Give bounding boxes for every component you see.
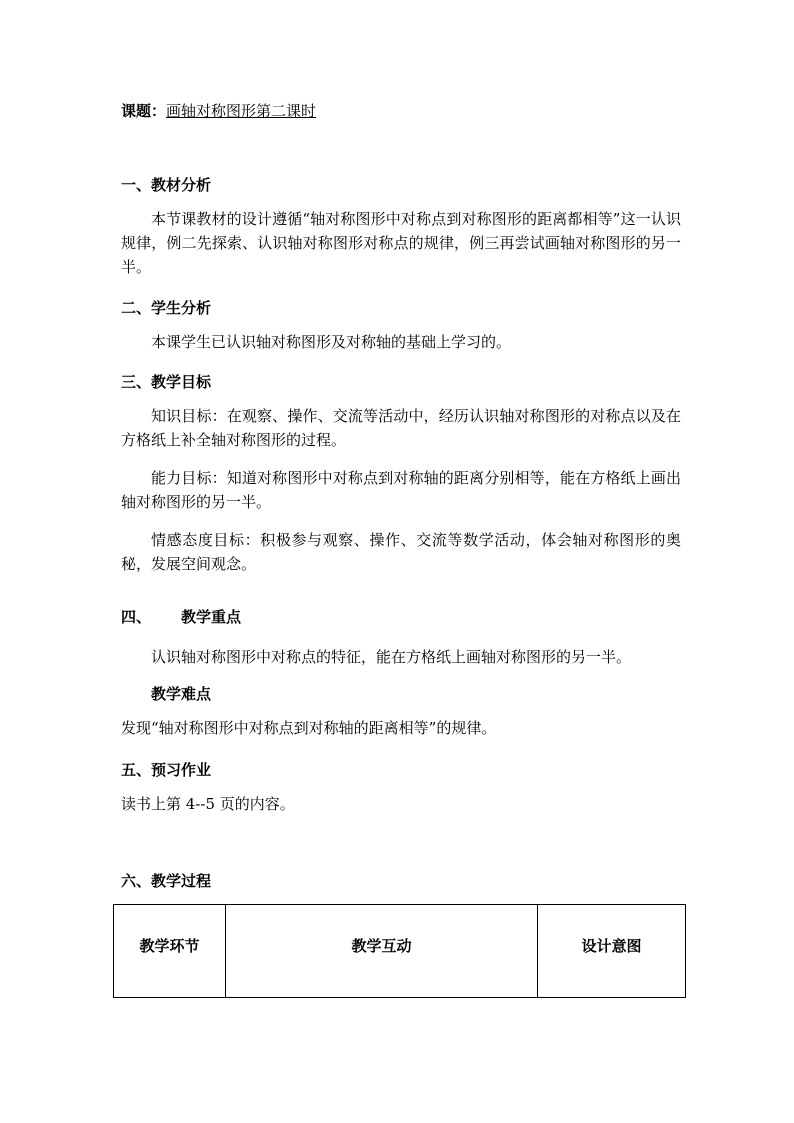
para-ability-goal: 能力目标：知道对称图形中对称点到对称轴的距离分别相等，能在方格纸上画出轴对称图形的另一半。 bbox=[121, 469, 681, 511]
table-header-row bbox=[114, 905, 686, 998]
heading-key-points-number: 四、 bbox=[121, 608, 152, 626]
heading-teaching-goals: 三、教学目标 bbox=[121, 373, 212, 391]
para-textbook-analysis: 本节课教材的设计遵循“轴对称图形中对称点到对称图形的距离都相等”这一认识规律，例二先探索、认识轴对称图形对称点的规律，例三再尝试画轴对称图形的另一半。 bbox=[121, 210, 681, 276]
heading-preview-homework: 五、预习作业 bbox=[121, 761, 212, 779]
para-student-analysis: 本课学生已认识轴对称图形及对称轴的基础上学习的。 bbox=[151, 333, 512, 351]
heading-textbook-analysis: 一、教材分析 bbox=[121, 176, 212, 194]
para-knowledge-goal: 知识目标：在观察、操作、交流等活动中，经历认识轴对称图形的对称点以及在方格纸上补全轴对称图形的过程。 bbox=[121, 407, 681, 449]
lesson-title-label: 课题： bbox=[121, 102, 167, 120]
teaching-process-table bbox=[113, 904, 686, 998]
heading-difficulty: 教学难点 bbox=[151, 685, 212, 703]
lesson-title bbox=[121, 100, 316, 121]
heading-teaching-process: 六、教学过程 bbox=[121, 872, 212, 890]
para-preview-homework: 读书上第 4--5 页的内容。 bbox=[121, 795, 295, 813]
para-emotion-goal: 情感态度目标：积极参与观察、操作、交流等数学活动，体会轴对称图形的奥秘，发展空间观念。 bbox=[121, 531, 681, 573]
heading-key-points: 教学重点 bbox=[181, 608, 242, 626]
header-design-intent: 设计意图 bbox=[538, 905, 686, 998]
para-difficulty: 发现“轴对称图形中对称点到对称轴的距离相等”的规律。 bbox=[121, 719, 497, 737]
lesson-title-text: 画轴对称图形第二课时 bbox=[166, 102, 317, 120]
header-teaching-interaction: 教学互动 bbox=[226, 905, 538, 998]
header-teaching-stage: 教学环节 bbox=[114, 905, 226, 998]
para-key-points: 认识轴对称图形中对称点的特征，能在方格纸上画轴对称图形的另一半。 bbox=[151, 648, 632, 666]
heading-student-analysis: 二、学生分析 bbox=[121, 299, 212, 317]
